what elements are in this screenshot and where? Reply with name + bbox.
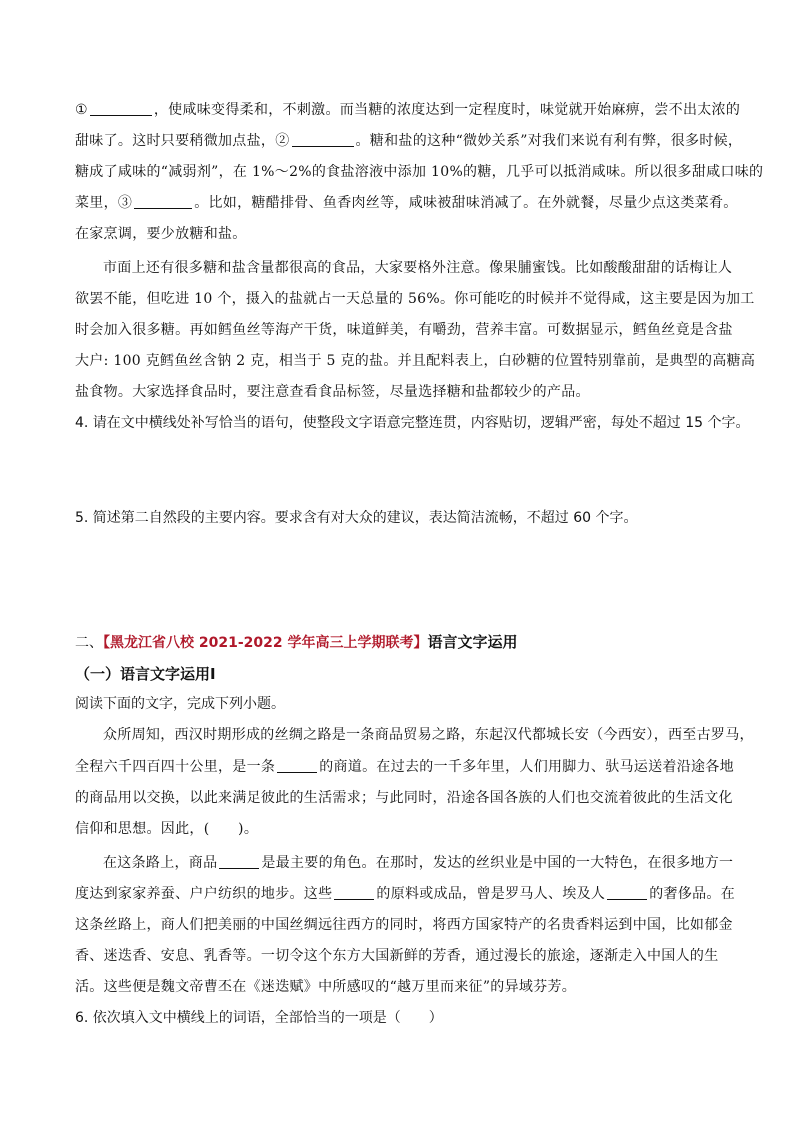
text-run: 全程六千四百四十公里，是一条 — [75, 759, 276, 775]
text-run: ，使咸味变得柔和，不刺激。而当糖的浓度达到一定程度时，味觉就开始麻痹，尝不出太浓的 — [153, 102, 741, 118]
text-run: 度达到家家养蚕、户户纺织的地步。这些 — [75, 886, 333, 902]
text-run: 是最主要的角色。在那时，发达的丝织业是中国的一大特色，在很多地方一 — [261, 855, 734, 871]
blank-1[interactable] — [90, 101, 152, 116]
blank-marker-1: ① — [75, 102, 88, 118]
section-number: 二、 — [75, 635, 103, 651]
passage1-line: 糖成了咸味的“减弱剂”，在 1%～2%的食盐溶液中添加 10%的糖，几乎可以抵消咸味。所以很多甜咸口味的 — [75, 164, 764, 180]
text-run: 的原料或成品，曾是罗马人、埃及人 — [376, 886, 606, 902]
text-run: 甜味了。这时只要稍微加点盐，② — [75, 133, 290, 149]
passage1-line — [75, 100, 740, 120]
passage1-line: 时会加入很多糖。再如鳕鱼丝等海产干货，味道鲜美，有嚼劲，营养丰富。可数据显示，鳕鱼丝竟是含盐 — [75, 322, 733, 338]
instruction: 阅读下面的文字，完成下列小题。 — [75, 696, 285, 712]
passage1-line: 在家烹调，要少放糖和盐。 — [75, 226, 247, 242]
passage2-line — [103, 853, 733, 873]
blank-c[interactable] — [334, 885, 374, 900]
text-run: 。比如，糖醋排骨、鱼香肉丝等，咸味被甜味消减了。在外就餐，尽量少点这类菜肴。 — [194, 195, 738, 211]
text-run: 。糖和盐的这种“微妙关系”对我们来说有利有弊，很多时候， — [355, 133, 743, 149]
question-6: 6. 依次填入文中横线上的词语，全部恰当的一项是（ ） — [75, 1010, 443, 1026]
text-run: 在这条路上，商品 — [103, 855, 218, 871]
passage2-line: 信仰和思想。因此，( )。 — [75, 821, 259, 837]
blank-b[interactable] — [219, 854, 259, 869]
text-run: 的商道。在过去的一千多年里，人们用脚力、驮马运送着沿途各地 — [319, 759, 734, 775]
section-source: 【黑龙江省八校 2021-2022 学年高三上学期联考】 — [103, 635, 428, 651]
passage1-line — [75, 193, 738, 213]
blank-3[interactable] — [134, 194, 192, 209]
question-4: 4. 请在文中横线处补写恰当的语句，使整段文字语意完整连贯，内容贴切，逻辑严密，每处不超过 15 个字。 — [75, 415, 750, 431]
section-header — [75, 632, 518, 653]
passage2-line — [75, 884, 735, 904]
text-run: 的奢侈品。在 — [649, 886, 736, 902]
passage2-line: 的商品用以交换，以此来满足彼此的生活需求；与此同时，沿途各国各族的人们也交流着彼此的生活文化 — [75, 790, 733, 806]
text-run: 菜里，③ — [75, 195, 133, 211]
passage2-line: 众所周知，西汉时期形成的丝绸之路是一条商品贸易之路，东起汉代都城长安（今西安），西至古罗马， — [103, 727, 754, 743]
passage1-line — [75, 131, 742, 151]
blank-a[interactable] — [277, 758, 317, 773]
passage2-line: 活。这些便是魏文帝曹丕在《迷迭赋》中所感叹的“越万里而来征”的异域芬芳。 — [75, 979, 577, 995]
passage1-line: 欲罢不能，但吃进 10 个，摄入的盐就占一天总量的 56%。你可能吃的时候并不觉得咸，这主要是因为加工 — [75, 291, 755, 307]
passage2-line — [75, 757, 734, 777]
passage2-line: 香、迷迭香、安息、乳香等。一切令这个东方大国新鲜的芳香，通过漫长的旅途，逐渐走入中国人的生 — [75, 948, 719, 964]
blank-2[interactable] — [292, 132, 354, 147]
passage1-line: 大户: 100 克鳕鱼丝含钠 2 克，相当于 5 克的盐。并且配料表上，白砂糖的位置特别靠前，是典型的高糖高 — [75, 353, 756, 369]
passage2-line: 这条丝路上，商人们把美丽的中国丝绸远往西方的同时，将西方国家特产的名贵香料运到中国，比如郁金 — [75, 917, 733, 933]
passage1-line: 盐食物。大家选择食品时，要注意查看食品标签，尽量选择糖和盐都较少的产品。 — [75, 384, 590, 400]
blank-d[interactable] — [607, 885, 647, 900]
section-subtitle: （一）语言文字运用Ⅰ — [75, 665, 216, 683]
passage1-line: 市面上还有很多糖和盐含量都很高的食品，大家要格外注意。像果脯蜜饯。比如酸酸甜甜的话梅让人 — [103, 260, 733, 276]
question-5: 5. 简述第二自然段的主要内容。要求含有对大众的建议，表达简洁流畅，不超过 60 个字。 — [75, 510, 638, 526]
section-title: 语言文字运用 — [427, 633, 518, 651]
